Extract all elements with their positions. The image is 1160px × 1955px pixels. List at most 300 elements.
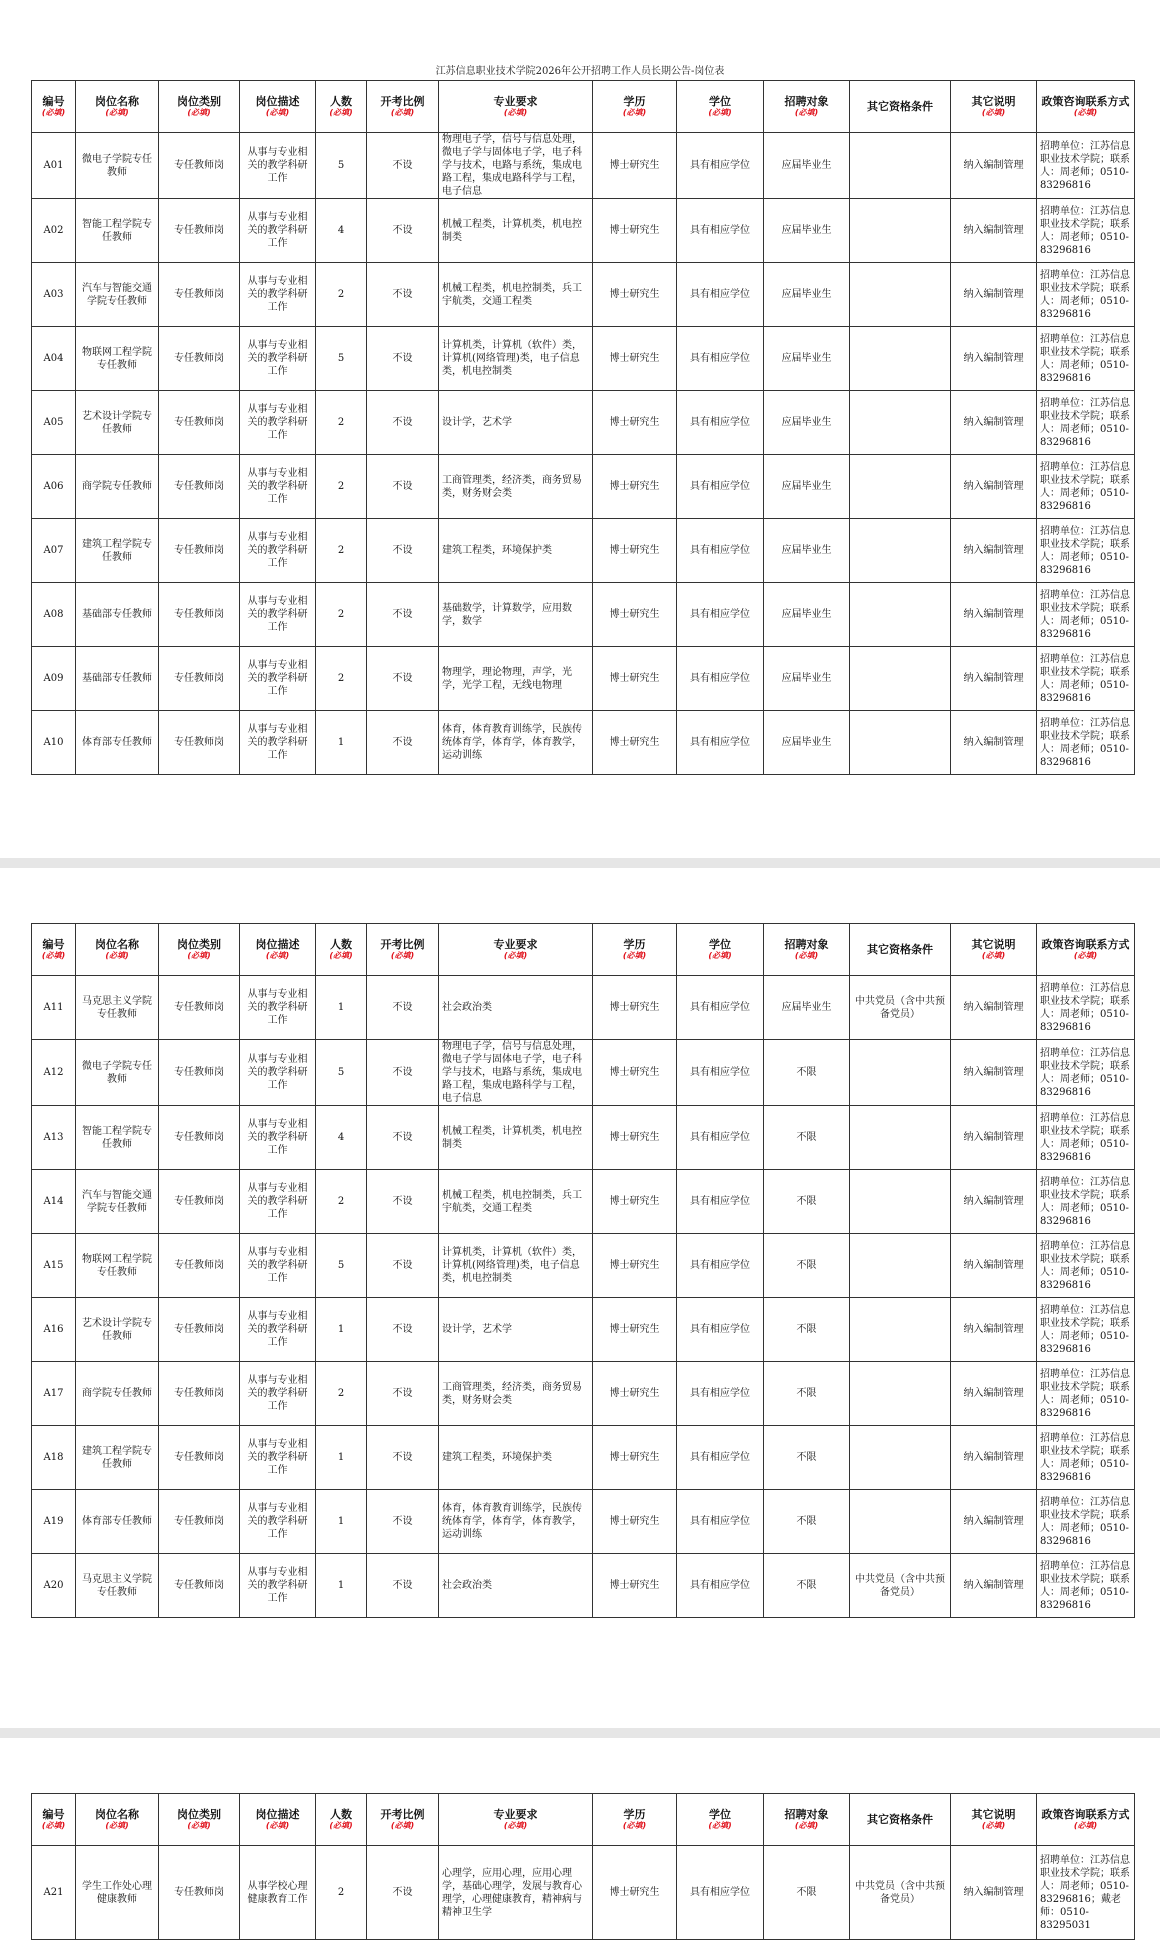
degree: 具有相应学位 — [677, 199, 764, 263]
table-row — [32, 1426, 1135, 1490]
major-req: 设计学，艺术学 — [439, 1298, 593, 1362]
education: 博士研究生 — [593, 1554, 677, 1618]
head-count: 2 — [316, 1362, 367, 1426]
other-note: 纳入编制管理 — [951, 327, 1037, 391]
header-label: 其它资格条件 — [867, 99, 933, 113]
header-label: 人数 — [330, 94, 352, 108]
required-mark: (必填) — [708, 950, 732, 960]
other-note: 纳入编制管理 — [951, 263, 1037, 327]
header-label: 岗位名称 — [95, 1807, 139, 1821]
required-mark: (必填) — [794, 950, 819, 960]
degree: 具有相应学位 — [677, 1490, 764, 1554]
recruit-target: 不限 — [764, 1846, 850, 1940]
major-req: 工商管理类，经济类，商务贸易类，财务财会类 — [439, 455, 593, 519]
position-type: 专任教师岗 — [159, 583, 240, 647]
header-label: 编号 — [42, 94, 65, 108]
other-qualification — [850, 1426, 951, 1490]
education: 博士研究生 — [593, 1170, 677, 1234]
major-req: 物理电子学，信号与信息处理，微电子学与固体电子学，电子科学与技术，电路与系统，集成电路工程，集成电路科学与工程，电子信息 — [439, 1040, 593, 1106]
required-mark: (必填) — [329, 1820, 353, 1830]
education: 博士研究生 — [593, 1106, 677, 1170]
header-row — [32, 1794, 1135, 1846]
header-col-other — [850, 924, 951, 976]
other-note: 纳入编制管理 — [951, 1170, 1037, 1234]
position-type: 专任教师岗 — [159, 455, 240, 519]
exam-ratio: 不设 — [367, 1490, 439, 1554]
recruit-target: 不限 — [764, 1106, 850, 1170]
head-count: 1 — [316, 711, 367, 775]
other-note: 纳入编制管理 — [951, 1362, 1037, 1426]
degree: 具有相应学位 — [677, 519, 764, 583]
header-col-degree — [677, 1794, 764, 1846]
position-desc: 从事与专业相关的教学科研工作 — [240, 1362, 316, 1426]
other-note: 纳入编制管理 — [951, 391, 1037, 455]
degree: 具有相应学位 — [677, 1298, 764, 1362]
contact-info: 招聘单位：江苏信息职业技术学院；联系人：周老师；0510-83296816 — [1037, 133, 1135, 199]
table-row — [32, 263, 1135, 327]
required-mark: (必填) — [503, 950, 528, 960]
position-id: A10 — [32, 711, 76, 775]
header-col-count — [316, 1794, 367, 1846]
recruit-target: 不限 — [764, 1040, 850, 1106]
required-mark: (必填) — [265, 1820, 290, 1830]
major-req: 体育，体育教育训练学，民族传统体育学，体育学，体育教学，运动训练 — [439, 1490, 593, 1554]
header-col-edu — [593, 81, 677, 133]
position-id: A14 — [32, 1170, 76, 1234]
header-label: 专业要求 — [493, 937, 538, 951]
education: 博士研究生 — [593, 391, 677, 455]
header-label: 开考比例 — [380, 937, 425, 951]
recruit-target: 应届毕业生 — [764, 391, 850, 455]
positions-table-3 — [31, 1793, 1135, 1940]
contact-info: 招聘单位：江苏信息职业技术学院；联系人：周老师；0510-83296816 — [1037, 1362, 1135, 1426]
header-col-major — [439, 1794, 593, 1846]
header-col-target — [764, 81, 850, 133]
required-mark: (必填) — [794, 107, 819, 117]
header-label: 编号 — [42, 1807, 65, 1821]
education: 博士研究生 — [593, 1040, 677, 1106]
major-req: 建筑工程类，环境保护类 — [439, 519, 593, 583]
recruit-target: 不限 — [764, 1362, 850, 1426]
position-type: 专任教师岗 — [159, 1106, 240, 1170]
head-count: 1 — [316, 1490, 367, 1554]
header-col-note — [951, 81, 1037, 133]
recruit-target: 应届毕业生 — [764, 455, 850, 519]
position-desc: 从事与专业相关的教学科研工作 — [240, 1554, 316, 1618]
page-2 — [0, 868, 1160, 1728]
required-mark: (必填) — [981, 950, 1006, 960]
other-qualification — [850, 263, 951, 327]
position-id: A01 — [32, 133, 76, 199]
position-desc: 从事与专业相关的教学科研工作 — [240, 1234, 316, 1298]
header-label: 其它资格条件 — [867, 942, 933, 956]
header-label: 学位 — [709, 937, 731, 951]
exam-ratio: 不设 — [367, 1362, 439, 1426]
head-count: 5 — [316, 1040, 367, 1106]
exam-ratio: 不设 — [367, 976, 439, 1040]
required-mark: (必填) — [265, 950, 290, 960]
position-name: 学生工作处心理健康教师 — [76, 1846, 159, 1940]
header-label: 其它说明 — [971, 94, 1016, 108]
page-separator — [0, 858, 1160, 868]
position-type: 专任教师岗 — [159, 327, 240, 391]
header-col-contact — [1037, 1794, 1135, 1846]
exam-ratio: 不设 — [367, 1554, 439, 1618]
header-label: 学历 — [623, 937, 646, 951]
other-qualification — [850, 647, 951, 711]
exam-ratio: 不设 — [367, 391, 439, 455]
degree: 具有相应学位 — [677, 1234, 764, 1298]
other-note: 纳入编制管理 — [951, 455, 1037, 519]
head-count: 2 — [316, 391, 367, 455]
header-col-target — [764, 924, 850, 976]
position-desc: 从事与专业相关的教学科研工作 — [240, 1170, 316, 1234]
position-desc: 从事与专业相关的教学科研工作 — [240, 711, 316, 775]
position-type: 专任教师岗 — [159, 1362, 240, 1426]
contact-info: 招聘单位：江苏信息职业技术学院；联系人：周老师；0510-83296816 — [1037, 1298, 1135, 1362]
major-req: 社会政治类 — [439, 976, 593, 1040]
contact-info: 招聘单位：江苏信息职业技术学院；联系人：周老师；0510-83296816 — [1037, 263, 1135, 327]
position-name: 体育部专任教师 — [76, 711, 159, 775]
header-label: 岗位类别 — [177, 94, 221, 108]
header-label: 岗位描述 — [255, 1807, 300, 1821]
table-row — [32, 133, 1135, 199]
header-col-desc — [240, 924, 316, 976]
head-count: 5 — [316, 327, 367, 391]
other-qualification — [850, 1362, 951, 1426]
education: 博士研究生 — [593, 1234, 677, 1298]
exam-ratio: 不设 — [367, 583, 439, 647]
position-desc: 从事与专业相关的教学科研工作 — [240, 583, 316, 647]
position-desc: 从事与专业相关的教学科研工作 — [240, 455, 316, 519]
position-desc: 从事与专业相关的教学科研工作 — [240, 1106, 316, 1170]
position-id: A12 — [32, 1040, 76, 1106]
contact-info: 招聘单位：江苏信息职业技术学院；联系人：周老师；0510-83296816 — [1037, 327, 1135, 391]
position-name: 微电子学院专任教师 — [76, 133, 159, 199]
position-name: 商学院专任教师 — [76, 1362, 159, 1426]
education: 博士研究生 — [593, 1426, 677, 1490]
contact-info: 招聘单位：江苏信息职业技术学院；联系人：周老师；0510-83296816 — [1037, 976, 1135, 1040]
recruit-target: 不限 — [764, 1234, 850, 1298]
education: 博士研究生 — [593, 1490, 677, 1554]
required-mark: (必填) — [329, 107, 353, 117]
other-note: 纳入编制管理 — [951, 647, 1037, 711]
position-desc: 从事与专业相关的教学科研工作 — [240, 391, 316, 455]
position-desc: 从事与专业相关的教学科研工作 — [240, 1040, 316, 1106]
other-qualification — [850, 1234, 951, 1298]
degree: 具有相应学位 — [677, 391, 764, 455]
header-col-degree — [677, 924, 764, 976]
exam-ratio: 不设 — [367, 1040, 439, 1106]
position-name: 商学院专任教师 — [76, 455, 159, 519]
major-req: 基础数学，计算数学，应用数学，数学 — [439, 583, 593, 647]
major-req: 心理学，应用心理，应用心理学，基础心理学，发展与教育心理学，心理健康教育，精神病与精神卫生学 — [439, 1846, 593, 1940]
header-col-ratio — [367, 81, 439, 133]
header-col-contact — [1037, 81, 1135, 133]
header-label: 学历 — [623, 94, 646, 108]
other-qualification — [850, 1106, 951, 1170]
required-mark: (必填) — [105, 107, 129, 117]
recruit-target: 应届毕业生 — [764, 647, 850, 711]
table-row — [32, 1298, 1135, 1362]
degree: 具有相应学位 — [677, 327, 764, 391]
education: 博士研究生 — [593, 519, 677, 583]
position-type: 专任教师岗 — [159, 519, 240, 583]
education: 博士研究生 — [593, 455, 677, 519]
position-id: A11 — [32, 976, 76, 1040]
head-count: 1 — [316, 1298, 367, 1362]
header-label: 开考比例 — [380, 94, 425, 108]
header-label: 招聘对象 — [784, 937, 829, 951]
position-id: A09 — [32, 647, 76, 711]
other-note: 纳入编制管理 — [951, 583, 1037, 647]
position-id: A18 — [32, 1426, 76, 1490]
position-id: A16 — [32, 1298, 76, 1362]
degree: 具有相应学位 — [677, 583, 764, 647]
position-id: A08 — [32, 583, 76, 647]
header-label: 岗位类别 — [177, 937, 221, 951]
major-req: 建筑工程类，环境保护类 — [439, 1426, 593, 1490]
position-type: 专任教师岗 — [159, 1554, 240, 1618]
header-label: 学位 — [709, 1807, 731, 1821]
table-row — [32, 1170, 1135, 1234]
required-mark: (必填) — [390, 950, 415, 960]
header-col-major — [439, 81, 593, 133]
recruit-target: 应届毕业生 — [764, 976, 850, 1040]
table-row — [32, 1234, 1135, 1298]
header-col-edu — [593, 1794, 677, 1846]
degree: 具有相应学位 — [677, 1106, 764, 1170]
degree: 具有相应学位 — [677, 1040, 764, 1106]
other-qualification — [850, 1170, 951, 1234]
position-id: A05 — [32, 391, 76, 455]
required-mark: (必填) — [1073, 107, 1098, 117]
header-col-type — [159, 924, 240, 976]
education: 博士研究生 — [593, 647, 677, 711]
header-label: 岗位名称 — [95, 94, 139, 108]
header-label: 学历 — [623, 1807, 646, 1821]
major-req: 物理电子学，信号与信息处理，微电子学与固体电子学，电子科学与技术，电路与系统，集成电路工程，集成电路科学与工程，电子信息 — [439, 133, 593, 199]
header-col-note — [951, 1794, 1037, 1846]
position-desc: 从事与专业相关的教学科研工作 — [240, 647, 316, 711]
position-name: 汽车与智能交通学院专任教师 — [76, 1170, 159, 1234]
contact-info: 招聘单位：江苏信息职业技术学院；联系人：周老师；0510-83296816 — [1037, 199, 1135, 263]
position-desc: 从事与专业相关的教学科研工作 — [240, 327, 316, 391]
table-row — [32, 327, 1135, 391]
recruit-target: 不限 — [764, 1490, 850, 1554]
degree: 具有相应学位 — [677, 1846, 764, 1940]
position-type: 专任教师岗 — [159, 711, 240, 775]
education: 博士研究生 — [593, 1298, 677, 1362]
position-name: 艺术设计学院专任教师 — [76, 1298, 159, 1362]
exam-ratio: 不设 — [367, 711, 439, 775]
table-row — [32, 976, 1135, 1040]
exam-ratio: 不设 — [367, 647, 439, 711]
header-label: 岗位描述 — [255, 94, 300, 108]
degree: 具有相应学位 — [677, 263, 764, 327]
recruit-target: 不限 — [764, 1298, 850, 1362]
position-id: A07 — [32, 519, 76, 583]
position-desc: 从事与专业相关的教学科研工作 — [240, 1426, 316, 1490]
contact-info: 招聘单位：江苏信息职业技术学院；联系人：周老师；0510-83296816 — [1037, 455, 1135, 519]
exam-ratio: 不设 — [367, 1234, 439, 1298]
education: 博士研究生 — [593, 327, 677, 391]
header-label: 岗位名称 — [95, 937, 139, 951]
header-col-name — [76, 81, 159, 133]
recruit-target: 应届毕业生 — [764, 711, 850, 775]
degree: 具有相应学位 — [677, 1554, 764, 1618]
head-count: 4 — [316, 199, 367, 263]
recruit-target: 不限 — [764, 1554, 850, 1618]
major-req: 物理学，理论物理，声学，光学，光学工程，无线电物理 — [439, 647, 593, 711]
required-mark: (必填) — [390, 1820, 415, 1830]
position-type: 专任教师岗 — [159, 199, 240, 263]
header-col-id — [32, 81, 76, 133]
required-mark: (必填) — [41, 950, 66, 960]
other-qualification — [850, 199, 951, 263]
head-count: 1 — [316, 1554, 367, 1618]
position-type: 专任教师岗 — [159, 133, 240, 199]
other-note: 纳入编制管理 — [951, 1846, 1037, 1940]
header-label: 专业要求 — [493, 1807, 538, 1821]
header-col-count — [316, 924, 367, 976]
other-note: 纳入编制管理 — [951, 133, 1037, 199]
position-name: 智能工程学院专任教师 — [76, 1106, 159, 1170]
position-desc: 从事与专业相关的教学科研工作 — [240, 976, 316, 1040]
required-mark: (必填) — [503, 1820, 528, 1830]
table-row — [32, 199, 1135, 263]
header-col-note — [951, 924, 1037, 976]
header-label: 招聘对象 — [784, 94, 829, 108]
position-type: 专任教师岗 — [159, 1170, 240, 1234]
position-type: 专任教师岗 — [159, 391, 240, 455]
required-mark: (必填) — [708, 1820, 732, 1830]
position-id: A17 — [32, 1362, 76, 1426]
other-note: 纳入编制管理 — [951, 1234, 1037, 1298]
position-name: 马克思主义学院专任教师 — [76, 976, 159, 1040]
contact-info: 招聘单位：江苏信息职业技术学院；联系人：周老师；0510-83296816 — [1037, 583, 1135, 647]
required-mark: (必填) — [708, 107, 732, 117]
other-note: 纳入编制管理 — [951, 199, 1037, 263]
contact-info: 招聘单位：江苏信息职业技术学院；联系人：周老师；0510-83296816 — [1037, 1426, 1135, 1490]
page-3 — [0, 1738, 1160, 1955]
degree: 具有相应学位 — [677, 133, 764, 199]
table-row — [32, 1040, 1135, 1106]
head-count: 2 — [316, 519, 367, 583]
required-mark: (必填) — [981, 1820, 1006, 1830]
exam-ratio: 不设 — [367, 133, 439, 199]
position-desc: 从事与专业相关的教学科研工作 — [240, 519, 316, 583]
header-col-edu — [593, 924, 677, 976]
education: 博士研究生 — [593, 1846, 677, 1940]
degree: 具有相应学位 — [677, 1362, 764, 1426]
header-col-id — [32, 924, 76, 976]
major-req: 机械工程类，计算机类，机电控制类 — [439, 1106, 593, 1170]
table-row — [32, 647, 1135, 711]
header-col-other — [850, 1794, 951, 1846]
exam-ratio: 不设 — [367, 519, 439, 583]
education: 博士研究生 — [593, 199, 677, 263]
major-req: 计算机类，计算机（软件）类，计算机(网络管理)类，电子信息类，机电控制类 — [439, 327, 593, 391]
header-label: 其它资格条件 — [867, 1812, 933, 1826]
position-name: 物联网工程学院专任教师 — [76, 327, 159, 391]
header-label: 人数 — [330, 1807, 352, 1821]
table-row — [32, 1490, 1135, 1554]
recruit-target: 应届毕业生 — [764, 519, 850, 583]
header-col-major — [439, 924, 593, 976]
head-count: 1 — [316, 976, 367, 1040]
position-desc: 从事与专业相关的教学科研工作 — [240, 1490, 316, 1554]
position-desc: 从事与专业相关的教学科研工作 — [240, 1298, 316, 1362]
header-label: 专业要求 — [493, 94, 538, 108]
required-mark: (必填) — [187, 107, 211, 117]
page-separator — [0, 1728, 1160, 1738]
position-name: 马克思主义学院专任教师 — [76, 1554, 159, 1618]
required-mark: (必填) — [1073, 1820, 1098, 1830]
table-row — [32, 1106, 1135, 1170]
major-req: 设计学，艺术学 — [439, 391, 593, 455]
position-desc: 从事与专业相关的教学科研工作 — [240, 133, 316, 199]
position-id: A19 — [32, 1490, 76, 1554]
table-row — [32, 455, 1135, 519]
required-mark: (必填) — [187, 950, 211, 960]
position-type: 专任教师岗 — [159, 1234, 240, 1298]
education: 博士研究生 — [593, 976, 677, 1040]
position-type: 专任教师岗 — [159, 647, 240, 711]
head-count: 2 — [316, 1170, 367, 1234]
required-mark: (必填) — [187, 1820, 211, 1830]
header-label: 政策咨询联系方式 — [1041, 94, 1130, 108]
required-mark: (必填) — [794, 1820, 819, 1830]
header-col-other — [850, 81, 951, 133]
exam-ratio: 不设 — [367, 327, 439, 391]
header-col-desc — [240, 81, 316, 133]
page-1 — [0, 0, 1160, 858]
exam-ratio: 不设 — [367, 1298, 439, 1362]
header-col-ratio — [367, 1794, 439, 1846]
head-count: 1 — [316, 1426, 367, 1490]
other-note: 纳入编制管理 — [951, 976, 1037, 1040]
education: 博士研究生 — [593, 583, 677, 647]
position-id: A15 — [32, 1234, 76, 1298]
contact-info: 招聘单位：江苏信息职业技术学院；联系人：周老师；0510-83296816 — [1037, 1170, 1135, 1234]
other-qualification — [850, 1490, 951, 1554]
position-type: 专任教师岗 — [159, 1040, 240, 1106]
position-name: 物联网工程学院专任教师 — [76, 1234, 159, 1298]
contact-info: 招聘单位：江苏信息职业技术学院；联系人：周老师；0510-83296816；戴老师：0510-83295031 — [1037, 1846, 1135, 1940]
position-id: A03 — [32, 263, 76, 327]
recruit-target: 不限 — [764, 1170, 850, 1234]
major-req: 机械工程类，计算机类，机电控制类 — [439, 199, 593, 263]
contact-info: 招聘单位：江苏信息职业技术学院；联系人：周老师；0510-83296816 — [1037, 1490, 1135, 1554]
recruit-target: 应届毕业生 — [764, 263, 850, 327]
position-id: A02 — [32, 199, 76, 263]
contact-info: 招聘单位：江苏信息职业技术学院；联系人：周老师；0510-83296816 — [1037, 711, 1135, 775]
position-name: 基础部专任教师 — [76, 647, 159, 711]
position-name: 汽车与智能交通学院专任教师 — [76, 263, 159, 327]
contact-info: 招聘单位：江苏信息职业技术学院；联系人：周老师；0510-83296816 — [1037, 391, 1135, 455]
header-col-ratio — [367, 924, 439, 976]
position-name: 微电子学院专任教师 — [76, 1040, 159, 1106]
position-id: A04 — [32, 327, 76, 391]
position-name: 智能工程学院专任教师 — [76, 199, 159, 263]
position-type: 专任教师岗 — [159, 1298, 240, 1362]
header-label: 招聘对象 — [784, 1807, 829, 1821]
header-label: 其它说明 — [971, 937, 1016, 951]
header-col-degree — [677, 81, 764, 133]
required-mark: (必填) — [105, 950, 129, 960]
exam-ratio: 不设 — [367, 455, 439, 519]
